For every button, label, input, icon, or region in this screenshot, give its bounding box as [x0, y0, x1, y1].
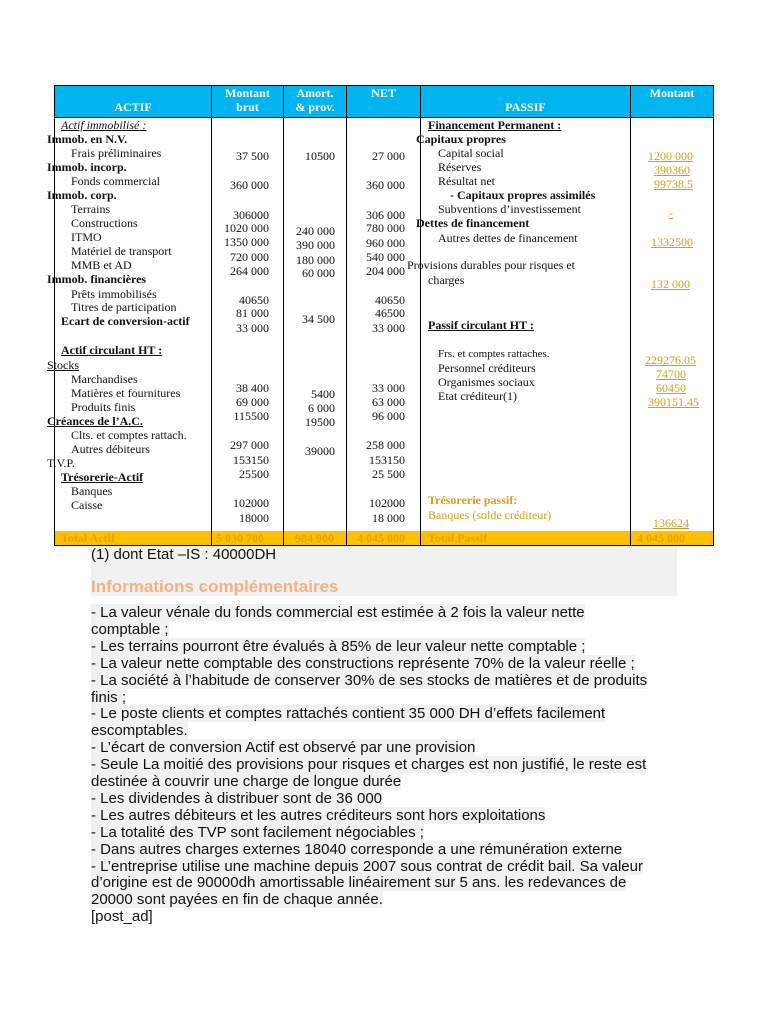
header-amort	[284, 86, 346, 117]
passif-label: Financement Permanent :	[428, 118, 562, 132]
brut-value: 40650	[239, 293, 269, 307]
actif-label: Fonds commercial	[71, 174, 160, 188]
passif-label: Subventions d’investissement	[438, 202, 581, 216]
passif-value: -	[669, 206, 673, 220]
amort-value: 6 000	[308, 401, 335, 415]
table-top-border	[54, 85, 714, 86]
actif-label: Clts. et comptes rattach.	[71, 428, 187, 442]
actif-label: Banques	[71, 484, 113, 498]
net-value: 46500	[375, 306, 405, 320]
passif-label: Banques (solde créditeur)	[428, 508, 552, 522]
brut-value: 18000	[239, 511, 269, 525]
brut-value: 37 500	[236, 149, 269, 163]
info-line-text: [post_ad]	[91, 908, 153, 926]
total-actif-cell	[55, 531, 211, 545]
actif-label: Autres débiteurs	[71, 442, 150, 456]
info-line-text: - Les autres débiteurs et les autres créditeurs sont hors exploitations	[91, 806, 546, 824]
net-value: 18 000	[372, 511, 405, 525]
info-line	[91, 621, 169, 638]
actif-label: Immob. financières	[47, 272, 147, 286]
total-actif-label: Total Actif	[61, 531, 115, 545]
actif-label: Frais préliminaires	[71, 146, 162, 160]
actif-label: Actif immobilisé :	[61, 118, 147, 132]
info-line	[91, 841, 622, 858]
table-col-border-1	[211, 85, 212, 546]
amort-value: 5400	[311, 387, 335, 401]
brut-value: 306000	[233, 208, 269, 222]
actif-label: Ecart de conversion-actif	[61, 314, 190, 328]
amort-value: 240 000	[296, 224, 335, 238]
net-value: 96 000	[372, 409, 405, 423]
info-line	[91, 807, 545, 824]
info-line	[91, 773, 401, 790]
total-amort-cell	[284, 531, 346, 545]
total-passif-label: Total Passif	[428, 531, 488, 545]
info-line-text: - L’écart de conversion Actif est observé par une provision	[91, 739, 476, 757]
info-line-text: - L’entreprise utilise une machine depuis 2007 sous contrat de crédit bail. Sa valeur	[91, 857, 643, 875]
info-line	[91, 689, 126, 706]
info-line-text: - Le poste clients et comptes rattachés contient 35 000 DH d’effets facilement	[91, 705, 606, 723]
brut-value: 38 400	[236, 381, 269, 395]
net-value: 960 000	[366, 236, 405, 250]
total-brut-cell	[212, 531, 283, 545]
brut-value: 297 000	[230, 438, 269, 452]
actif-label: Matériel de transport	[71, 244, 172, 258]
passif-label: Passif circulant HT :	[428, 318, 534, 332]
total-brut-value: 5 030 700	[216, 531, 264, 545]
brut-value: 25500	[239, 467, 269, 481]
info-line	[91, 756, 646, 773]
passif-label: Provisions durables pour risques et	[407, 258, 575, 272]
net-value: 204 000	[366, 264, 405, 278]
amort-value: 19500	[305, 415, 335, 429]
net-value: 25 500	[372, 467, 405, 481]
header-net	[347, 86, 420, 117]
actif-label: T.V.P.	[47, 456, 75, 470]
info-line-text: - La valeur nette comptable des constructions représente 70% de la valeur réelle ;	[91, 654, 635, 672]
info-line	[91, 739, 475, 756]
passif-label: Etat créditeur(1)	[438, 389, 517, 403]
passif-label: Réserves	[438, 160, 482, 174]
info-line	[91, 705, 605, 722]
passif-value: 60450	[656, 381, 686, 395]
passif-value: 390360	[654, 163, 690, 177]
brut-value: 1350 000	[224, 235, 269, 249]
actif-label: Titres de participation	[71, 300, 177, 314]
net-value: 27 000	[372, 149, 405, 163]
net-value: 33 000	[372, 381, 405, 395]
header-actif	[55, 86, 211, 117]
header-passif	[421, 86, 630, 117]
net-value: 153150	[369, 453, 405, 467]
header-montant-brut	[212, 86, 283, 117]
info-line	[91, 655, 635, 672]
net-value: 33 000	[372, 321, 405, 335]
brut-value: 81 000	[236, 306, 269, 320]
table-col-border-5	[630, 85, 631, 546]
total-passif-cell	[421, 531, 630, 545]
info-line-text: - Les dividendes à distribuer sont de 36 000	[91, 789, 383, 807]
info-line-text: d’origine est de 90000dh amortissable linéairement sur 5 ans. les redevances de	[91, 874, 627, 892]
passif-label: - Capitaux propres assimilés	[450, 188, 596, 202]
net-value: 360 000	[366, 178, 405, 192]
total-passif-value: 4 045 800	[637, 531, 685, 545]
actif-label: MMB et AD	[71, 258, 132, 272]
total-amort-value: 984 900	[295, 531, 334, 545]
actif-label: Stocks	[47, 358, 80, 372]
passif-value: 99738.5	[654, 177, 693, 191]
info-line	[91, 858, 643, 875]
actif-label: Immob. incorp.	[47, 160, 127, 174]
brut-value: 102000	[233, 496, 269, 510]
passif-value: 390151.45	[648, 395, 699, 409]
header-amort-line1: Amort.	[296, 86, 334, 100]
amort-value: 60 000	[302, 266, 335, 280]
header-montant-brut-line1: Montant	[225, 86, 270, 100]
info-line	[91, 824, 424, 841]
passif-label: Trésorerie passif:	[428, 493, 518, 507]
actif-label: Caisse	[71, 498, 103, 512]
brut-value: 69 000	[236, 395, 269, 409]
passif-label: Autres dettes de financement	[438, 231, 578, 245]
actif-label: Terrains	[71, 202, 111, 216]
info-line-text: - Dans autres charges externes 18040 corresponde a une rémunération externe	[91, 840, 623, 858]
actif-label: Trésorerie-Actif	[61, 470, 144, 484]
info-title: Informations complémentaires	[91, 577, 339, 596]
info-line-text: destinée à couvrir une charge de longue durée	[91, 773, 402, 790]
header-montant-label: Montant	[649, 86, 695, 100]
header-net-label: NET	[371, 86, 396, 100]
brut-value: 720 000	[230, 250, 269, 264]
total-net-cell	[347, 531, 420, 545]
header-montant	[631, 86, 713, 117]
actif-label: Produits finis	[71, 400, 136, 414]
info-line	[91, 672, 647, 689]
info-line-text: comptable ;	[91, 620, 169, 638]
info-line-text: finis ;	[91, 688, 127, 706]
amort-value: 34 500	[302, 312, 335, 326]
net-value: 540 000	[366, 250, 405, 264]
passif-label: Dettes de financement	[416, 216, 530, 230]
table-col-border-2	[283, 85, 284, 546]
actif-label: Créances de l’A.C.	[47, 414, 143, 428]
net-value: 258 000	[366, 438, 405, 452]
info-line	[91, 874, 626, 891]
table-col-border-3	[346, 85, 347, 546]
amort-value: 390 000	[296, 238, 335, 252]
info-line	[91, 604, 585, 621]
actif-label: ITMO	[71, 230, 102, 244]
actif-label: Marchandises	[71, 372, 138, 386]
info-line-text: - Seule La moitié des provisions pour risques et charges est non justifié, le reste est	[91, 756, 647, 774]
passif-label: Organismes sociaux	[438, 375, 535, 389]
table-col-border-4	[420, 85, 421, 546]
actif-label: Matières et fournitures	[71, 386, 181, 400]
net-value: 102000	[369, 496, 405, 510]
passif-label: Capital social	[438, 146, 504, 160]
table-col-border-0	[54, 85, 55, 546]
header-amort-line2: & prov.	[295, 100, 335, 114]
actif-label: Immob. corp.	[47, 188, 117, 202]
info-line-text: escomptables.	[91, 722, 188, 740]
net-value: 63 000	[372, 395, 405, 409]
actif-label: Immob. en N.V.	[47, 132, 128, 146]
actif-label: Constructions	[71, 216, 138, 230]
info-line-text: - Les terrains pourront être évalués à 85% de leur valeur nette comptable ;	[91, 637, 586, 655]
info-line-text: - La valeur vénale du fonds commercial est estimée à 2 fois la valeur nette	[91, 604, 585, 621]
info-line	[91, 790, 382, 807]
net-value: 780 000	[366, 221, 405, 235]
passif-label: Résultat net	[438, 174, 495, 188]
actif-label: Actif circulant HT :	[61, 343, 163, 357]
brut-value: 360 000	[230, 178, 269, 192]
table-header-bottom-border	[54, 117, 714, 118]
amort-value: 10500	[305, 149, 335, 163]
passif-value: 229276.05	[645, 353, 696, 367]
amort-value: 39000	[305, 444, 335, 458]
amort-value: 180 000	[296, 253, 335, 267]
brut-value: 115500	[233, 409, 269, 423]
table-col-border-6	[713, 85, 714, 546]
brut-value: 264 000	[230, 264, 269, 278]
passif-value: 74700	[656, 367, 686, 381]
net-value: 306 000	[366, 208, 405, 222]
total-net-value: 4 045 800	[357, 531, 405, 545]
info-line	[91, 908, 153, 925]
info-line-text: - La société à l’habitude de conserver 30% de ses stocks de matières et de produits	[91, 671, 648, 689]
passif-value: 136624	[653, 516, 689, 530]
header-actif-label: ACTIF	[114, 100, 152, 114]
passif-value: 1332500	[651, 235, 693, 249]
passif-label: Personnel créditeurs	[438, 361, 536, 375]
brut-value: 153150	[233, 453, 269, 467]
brut-value: 33 000	[236, 321, 269, 335]
info-line-text: 20000 sont payées en fin de chaque année.	[91, 891, 383, 909]
actif-label: Prêts immobilisés	[71, 287, 157, 301]
passif-value: 1200 000	[648, 149, 693, 163]
net-value: 40650	[375, 293, 405, 307]
info-line-text: - La totalité des TVP sont facilement négociables ;	[91, 823, 424, 841]
info-line	[91, 638, 585, 655]
total-passif-value-cell	[631, 531, 713, 545]
brut-value: 1020 000	[224, 221, 269, 235]
info-line	[91, 722, 188, 739]
info-line	[91, 891, 383, 908]
passif-label: Capitaux propres	[416, 132, 506, 146]
header-passif-label: PASSIF	[505, 100, 546, 114]
passif-value: 132 000	[651, 277, 690, 291]
passif-label: charges	[428, 273, 465, 287]
passif-label: Frs. et comptes rattaches.	[438, 348, 550, 360]
header-montant-brut-line2: brut	[236, 100, 259, 114]
footnote: (1) dont Etat –IS : 40000DH	[91, 546, 277, 563]
